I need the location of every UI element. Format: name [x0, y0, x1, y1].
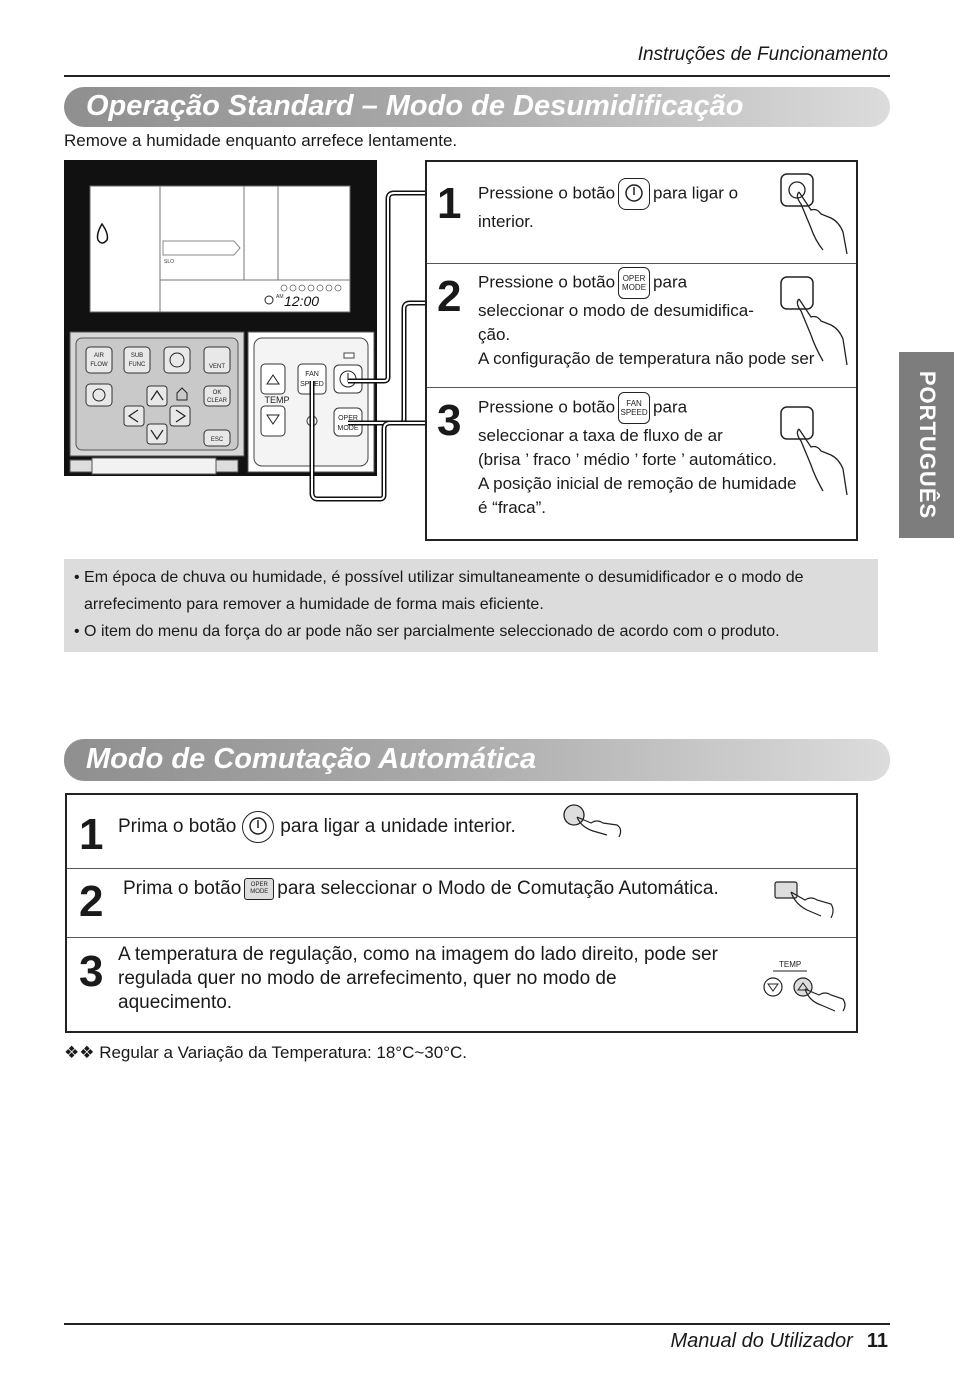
step-text: Pressione o botão OPER MODE para seleccionar o modo de desumidifica- ção. A configuração de temperatura não pode ser [478, 267, 814, 371]
section-title: Operação Standard – Modo de Desumidificação [86, 90, 744, 122]
temp-down-button[interactable] [261, 406, 285, 436]
sub-func-button[interactable] [124, 347, 150, 373]
notes-box [64, 559, 878, 652]
hand-pressing-power-icon [561, 801, 625, 841]
power-button-inline [242, 811, 274, 843]
step-row [427, 263, 856, 388]
left-arrow-button[interactable] [124, 406, 144, 426]
svg-text:FLOW: FLOW [90, 362, 108, 368]
step-row [427, 162, 856, 264]
temperature-range-note: ❖❖ Regular a Variação da Temperatura: 18°C~30°C. [64, 1043, 468, 1062]
step-row [67, 937, 856, 1033]
svg-text:FUNC: FUNC [128, 362, 146, 368]
language-tab-label: PORTUGUÊS [914, 370, 940, 520]
oper-mode-button-inline: OPER MODE [244, 878, 274, 900]
display-time: 12:00 [284, 293, 320, 309]
footer-title: Manual do Utilizador [670, 1330, 853, 1352]
header-rule [64, 75, 890, 77]
language-tab [899, 352, 954, 538]
right-arrow-button[interactable] [170, 406, 190, 426]
section-banner-dehumidify [64, 87, 890, 127]
step-row [67, 868, 856, 938]
step-number: 3 [437, 396, 462, 445]
temp-up-button[interactable] [261, 364, 285, 394]
power-icon [244, 812, 272, 840]
step-text: Prima o botão OPER MODE para seleccionar o Modo de Comutação Automática. [123, 878, 719, 899]
connector-lines [300, 185, 430, 505]
svg-text:FAN: FAN [305, 371, 319, 378]
display-slo: SLO [164, 259, 175, 265]
hand-pressing-temp-icon [757, 955, 849, 1015]
step-row [427, 387, 856, 541]
step-text: A temperatura de regulação, como na imagem do lado direito, pode ser regulada quer no modo de arrefecimento, quer no modo de aquecimento. [118, 944, 718, 1013]
hand-pressing-fan-speed-icon [777, 403, 853, 503]
hand-pressing-power-icon [777, 170, 853, 260]
fan-speed-button-inline: FAN SPEED [618, 392, 650, 424]
step-number: 1 [437, 179, 462, 228]
svg-text:SPEED: SPEED [300, 381, 324, 388]
svg-text:AIR: AIR [93, 353, 105, 359]
steps-box-dehumidify [425, 160, 858, 541]
footer-rule [64, 1323, 890, 1325]
timer-button[interactable] [86, 384, 112, 406]
svg-text:SUB: SUB [130, 353, 144, 359]
section-intro: Remove a humidade enquanto arrefece lentamente. [64, 131, 458, 150]
power-icon [620, 179, 648, 207]
step-text: Prima o botão para ligar a unidade interior. [118, 811, 516, 843]
svg-text:CLEAR: CLEAR [206, 398, 228, 404]
page-number: 11 [866, 1330, 888, 1352]
section-title: Modo de Comutação Automática [86, 743, 537, 775]
section-banner-auto-changeover [64, 739, 890, 781]
step-number: 3 [79, 947, 104, 996]
air-flow-button[interactable] [86, 347, 112, 373]
temp-label: TEMP [264, 395, 290, 405]
footer [671, 1330, 888, 1353]
svg-text:ESC: ESC [210, 437, 224, 443]
step-text: Pressione o botão FAN SPEED para seleccionar a taxa de fluxo de ar (brisa ’ fraco ’ médio ’ forte ’ automático. A posição inicial de remoção de humidade é “fraca”. [478, 392, 796, 520]
note-item: • O item do menu da força do ar pode não ser parcialmente seleccionado de acordo com o produto. [74, 623, 780, 640]
oper-mode-button-inline: OPER MODE [618, 267, 650, 299]
svg-text:MODE: MODE [337, 425, 359, 432]
step-number: 1 [79, 810, 104, 859]
step-number: 2 [79, 877, 104, 926]
temp-label: TEMP [779, 960, 802, 969]
down-arrow-button[interactable] [147, 424, 167, 444]
note-item: • Em época de chuva ou humidade, é possível utilizar simultaneamente o desumidificador e o modo de arrefecimento para remover a humidade de forma mais eficiente. [74, 569, 804, 613]
svg-text:OPER: OPER [338, 415, 358, 422]
header-title: Instruções de Funcionamento [637, 44, 888, 65]
svg-text:OK: OK [212, 390, 222, 396]
hand-pressing-oper-mode-icon [773, 878, 837, 924]
step-number: 2 [437, 272, 462, 321]
hand-pressing-oper-mode-icon [777, 273, 853, 373]
steps-box-auto-changeover [65, 793, 858, 1033]
power-button-inline [618, 178, 650, 210]
step-row [67, 795, 856, 869]
up-arrow-button[interactable] [147, 386, 167, 406]
settings-button[interactable] [164, 347, 190, 373]
step-text: Pressione o botão para ligar o interior. [478, 178, 738, 234]
svg-text:VENT: VENT [208, 364, 226, 370]
display-ampm: AM [276, 294, 284, 300]
